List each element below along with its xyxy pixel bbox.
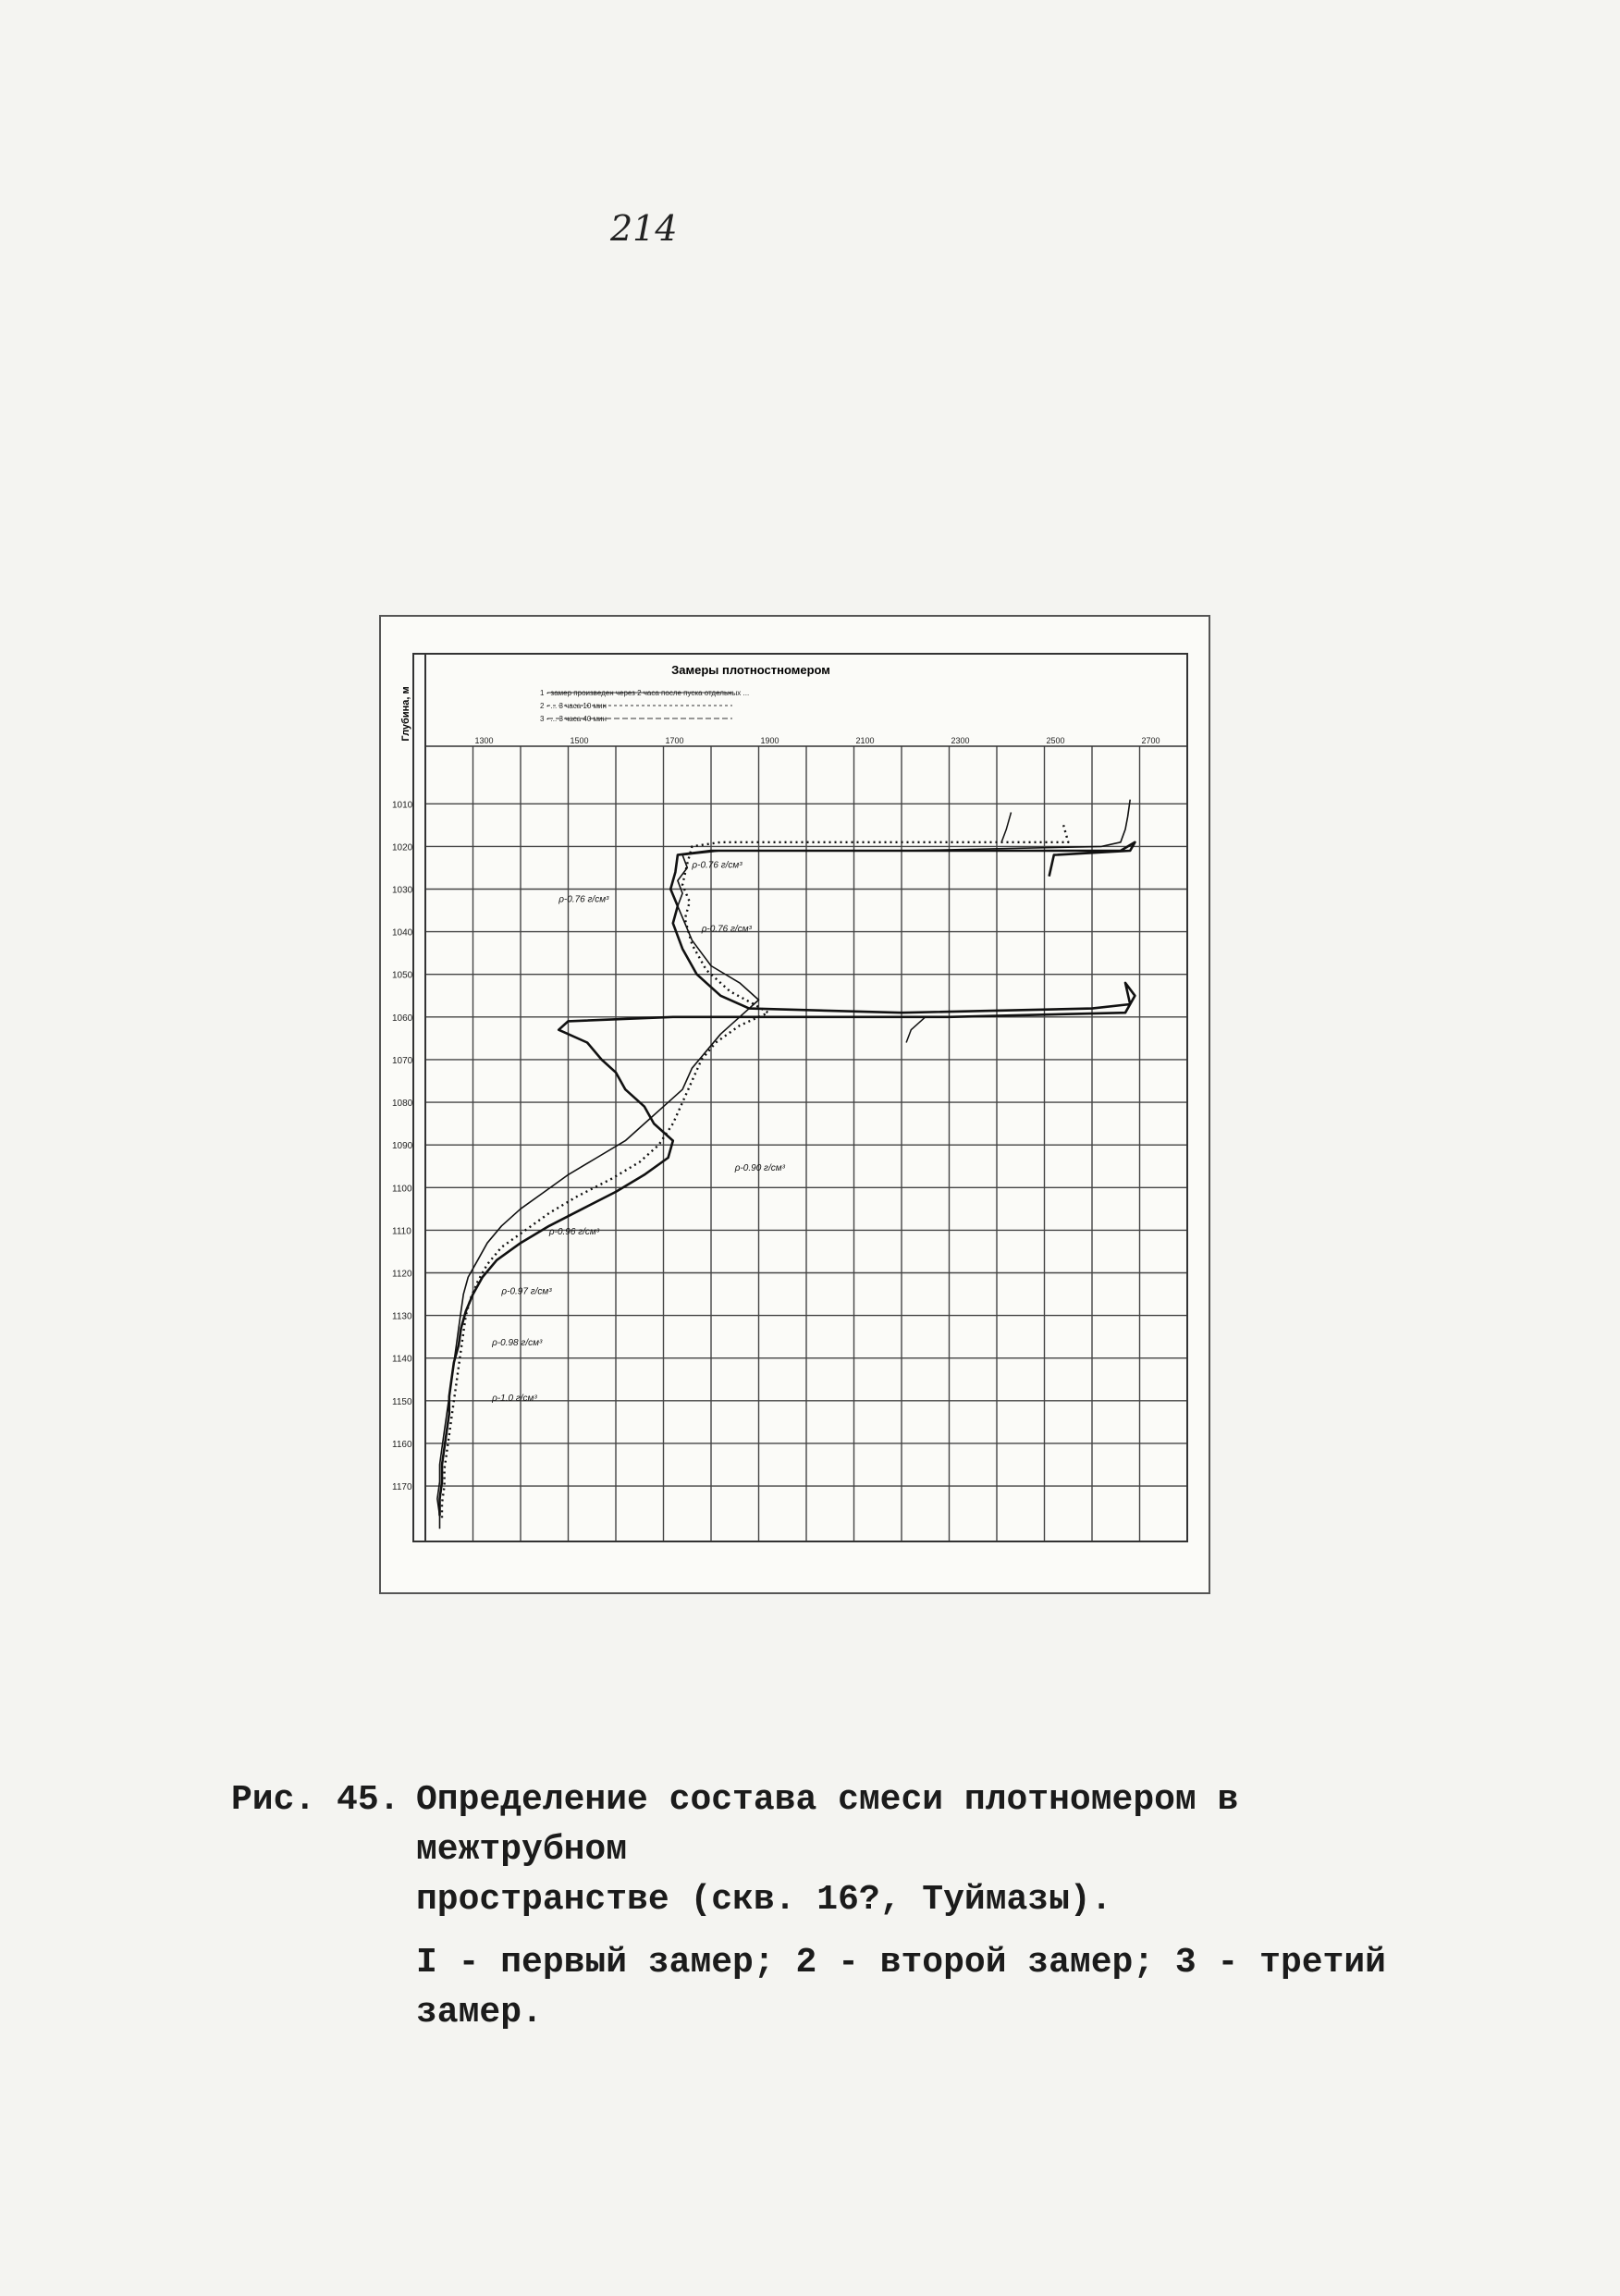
- axes: [392, 654, 1187, 1541]
- caption-legend: I - первый замер; 2 - второй замер; 3 - третий замер.: [416, 1943, 1386, 2032]
- density-annotation: ρ-0.76 г/см³: [701, 924, 752, 935]
- density-annotation: ρ-0.90 г/см³: [734, 1162, 785, 1173]
- y-tick-label: 1080: [392, 1099, 413, 1110]
- y-tick-label: 1030: [392, 885, 413, 896]
- chart-title: Замеры плотностномером: [671, 663, 830, 677]
- y-tick-label: 1140: [392, 1354, 412, 1365]
- y-tick-label: 1010: [392, 800, 413, 811]
- density-annotation: ρ-0.97 г/см³: [501, 1286, 552, 1297]
- density-annotation: ρ-1.0 г/см³: [492, 1393, 537, 1404]
- y-tick-label: 1150: [392, 1396, 412, 1407]
- page-number: 214: [610, 208, 678, 249]
- density-chart: [381, 617, 1209, 1592]
- y-tick-label: 1120: [392, 1269, 412, 1280]
- y-tick-label: 1110: [392, 1226, 411, 1237]
- density-annotation: ρ-0.76 г/см³: [692, 860, 742, 871]
- density-annotation: ρ-0.96 г/см³: [548, 1227, 600, 1237]
- y-tick-label: 1020: [392, 842, 413, 853]
- ticks-near-1060: [906, 1017, 926, 1043]
- series: [437, 800, 1135, 1529]
- y-tick-label: 1090: [392, 1141, 413, 1152]
- y-tick-label: 1100: [392, 1184, 412, 1195]
- y-tick-label: 1060: [392, 1013, 413, 1024]
- x-tick-label: 2100: [855, 736, 875, 745]
- y-tick-label: 1160: [392, 1439, 412, 1450]
- ticks-near-1020: [1001, 813, 1011, 842]
- x-tick-label: 2300: [951, 736, 970, 745]
- x-tick-label: 1300: [474, 736, 494, 745]
- caption-label: Рис. 45.: [231, 1780, 400, 1820]
- x-tick-label: 2700: [1141, 736, 1160, 745]
- chart-legend: [540, 689, 749, 723]
- y-tick-label: 1130: [392, 1311, 412, 1322]
- density-annotation: ρ-0.76 г/см³: [558, 894, 609, 905]
- x-tick-label: 1900: [760, 736, 779, 745]
- x-tick-label: 1500: [570, 736, 589, 745]
- x-tick-label: 1700: [665, 736, 684, 745]
- series-line-3: [440, 842, 1135, 1516]
- legend-entry: 1 - замер произведен через 2 часа после пуска отдельных ...: [540, 689, 750, 697]
- y-tick-label: 1170: [392, 1482, 412, 1493]
- grid: [425, 746, 1187, 1541]
- y-tick-label: 1070: [392, 1055, 413, 1066]
- figure-frame: [379, 615, 1210, 1594]
- density-annotation: ρ-0.98 г/см³: [492, 1337, 543, 1348]
- y-tick-label: 1040: [392, 927, 413, 939]
- figure-caption: [231, 1775, 1433, 2038]
- annotations: [491, 860, 786, 1403]
- chart-y-axis-label: Глубина, м: [400, 686, 411, 742]
- y-tick-label: 1050: [392, 970, 413, 981]
- legend-entry: 2 - ... 3 часа 10 мин: [540, 702, 607, 710]
- legend-entry: 3 - ... 3 часа 40 мин: [540, 715, 607, 723]
- caption-line-1: Определение состава смеси плотномером в межтрубном: [416, 1780, 1239, 1870]
- caption-line-2: пространстве (скв. 16?, Туймазы).: [416, 1880, 1112, 1920]
- x-tick-label: 2500: [1046, 736, 1065, 745]
- plot-border: [413, 654, 1187, 1541]
